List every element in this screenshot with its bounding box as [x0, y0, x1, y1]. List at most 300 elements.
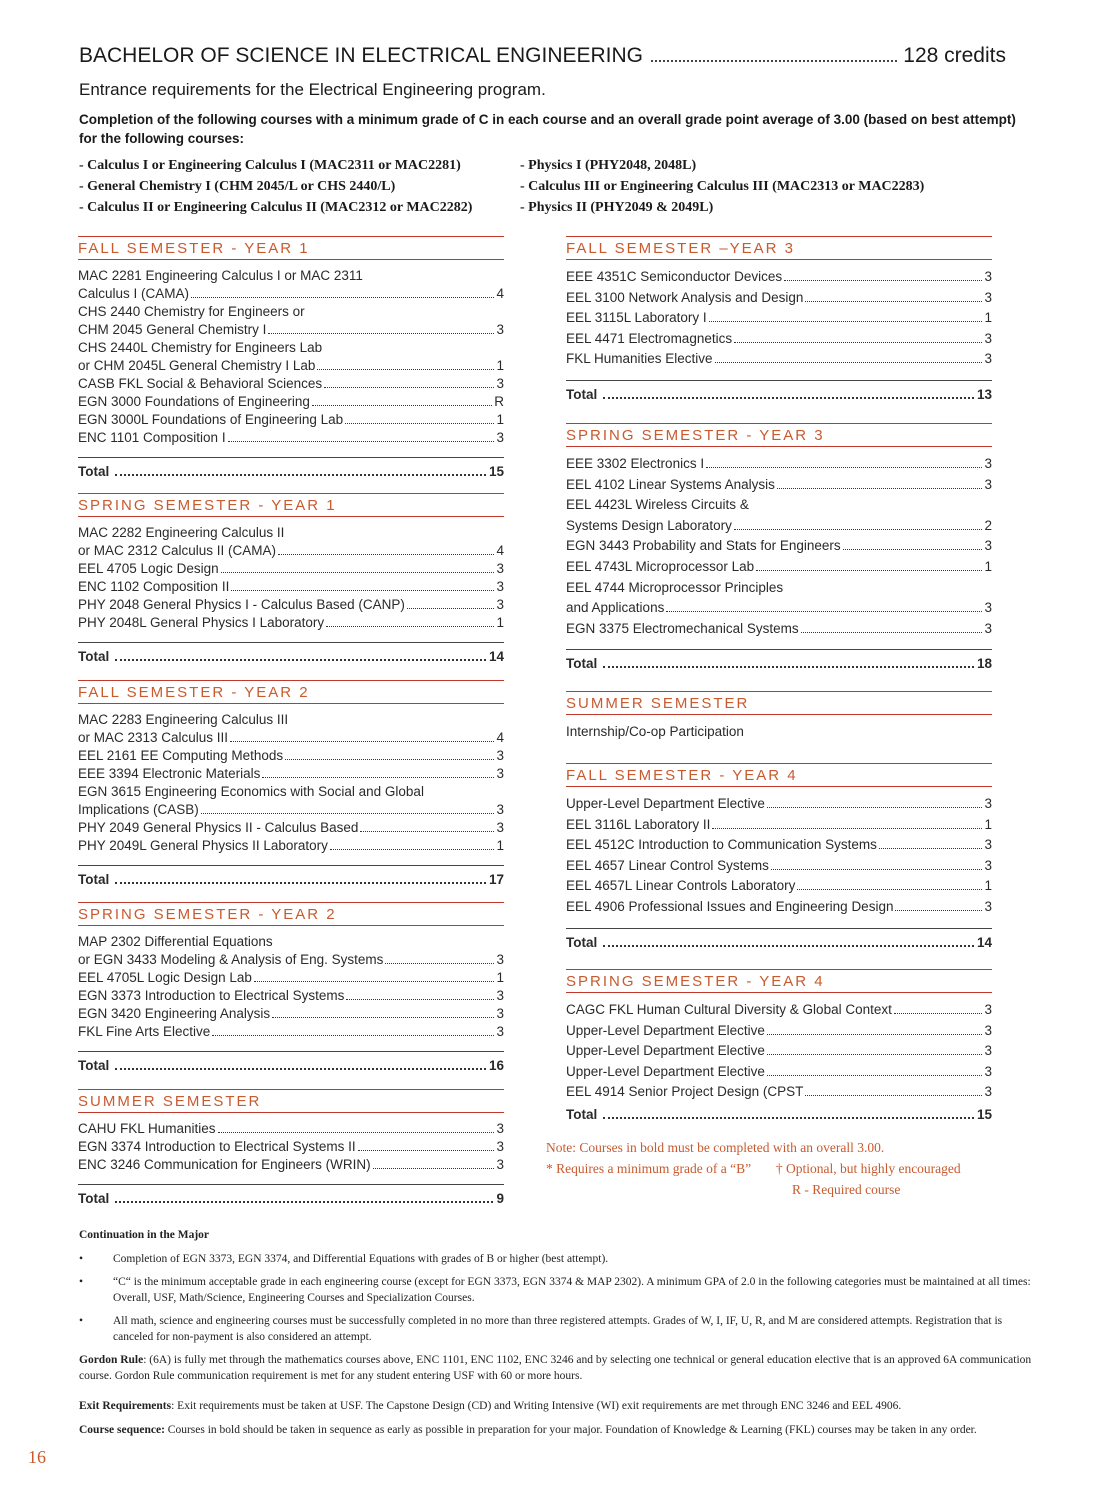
total-label: Total: [566, 1106, 598, 1122]
title-leader: [651, 60, 897, 62]
course-row: [566, 1021, 992, 1042]
exit-requirements: [79, 1398, 1034, 1414]
semester-total: [78, 642, 504, 665]
course-credits: 3: [984, 620, 992, 636]
course-credits: 3: [496, 597, 504, 612]
semester-block: [78, 680, 504, 888]
total-label: Total: [78, 1191, 110, 1206]
course-name: EEE 4351C Semiconductor Devices: [566, 269, 783, 284]
program-title: BACHELOR OF SCIENCE IN ELECTRICAL ENGINEERING: [79, 44, 643, 67]
semester-heading: SPRING SEMESTER - YEAR 3: [566, 423, 992, 447]
dot-leader: [767, 1034, 983, 1035]
course-row: [566, 475, 992, 496]
course-name: EEL 4906 Professional Issues and Engineering Design: [566, 898, 894, 914]
course-row: [566, 349, 992, 370]
sequence-text: Courses in bold should be taken in sequence as early as possible in preparation for your major. Foundation of Knowledge & Learning (FKL) courses may be taken in any order.: [164, 1424, 977, 1436]
course-row: [566, 557, 992, 578]
dot-leader: [894, 1013, 983, 1014]
course-credits: 3: [984, 476, 992, 492]
course-credits: 1: [496, 838, 504, 853]
semester-heading: FALL SEMESTER - YEAR 2: [78, 680, 504, 704]
dot-leader: [268, 333, 494, 334]
course-credits: 3: [496, 1006, 504, 1021]
dot-leader: [285, 759, 494, 760]
continuation-bullet: • Completion of EGN 3373, EGN 3374, and Differential Equations with grades of B or higher (best attempt).: [79, 1253, 609, 1265]
course-row: [78, 357, 504, 375]
semester-block: [566, 969, 992, 1123]
dot-leader: [191, 297, 494, 298]
course-credits: 3: [496, 1024, 504, 1039]
dot-leader: [734, 529, 983, 530]
semester-total: [566, 649, 992, 672]
semester-block: [78, 236, 504, 480]
course-credits: 3: [496, 988, 504, 1003]
course-row: [566, 1041, 992, 1062]
course-line: EEL 4423L Wireless Circuits &: [566, 497, 749, 513]
note-symbols: [546, 1158, 961, 1179]
semester-total: [566, 928, 992, 951]
course-name: PHY 2049 General Physics II - Calculus Based: [78, 820, 359, 835]
course-name: or CHM 2045L General Chemistry I Lab: [78, 358, 316, 373]
dot-leader: [805, 301, 982, 302]
semester-heading: FALL SEMESTER - YEAR 1: [78, 236, 504, 260]
prereq-item: - Physics I (PHY2048, 2048L): [520, 158, 697, 173]
continuation-bullet: • All math, science and engineering courses must be successfully completed in no more than three registered attempts. Grades of W, I, IF, U, R, and M are considered attempts. Registration that is canceled for non-payment is also considered an attempt.: [79, 1313, 1034, 1345]
semester-heading: SPRING SEMESTER - YEAR 4: [566, 969, 992, 993]
dot-leader: [115, 659, 486, 661]
course-row: [566, 516, 992, 537]
course-credits: 3: [496, 376, 504, 391]
course-credits: 3: [496, 802, 504, 817]
prereq-item: - Calculus II or Engineering Calculus II (MAC2312 or MAC2282): [79, 200, 473, 215]
semester-heading: FALL SEMESTER –YEAR 3: [566, 236, 992, 260]
dot-leader: [272, 1017, 494, 1018]
dot-leader: [843, 549, 983, 550]
semester-note: Internship/Co-op Participation: [566, 724, 744, 739]
course-row: [78, 747, 504, 765]
course-name: CAGC FKL Human Cultural Diversity & Global Context: [566, 1002, 892, 1017]
course-credits: 1: [496, 615, 504, 630]
total-credits: 9: [496, 1191, 504, 1206]
dot-leader: [115, 474, 486, 476]
total-label: Total: [566, 656, 598, 672]
course-name: CASB FKL Social & Behavioral Sciences: [78, 376, 323, 391]
dot-leader: [603, 666, 974, 668]
course-credits: 3: [984, 600, 992, 616]
course-credits: 3: [984, 898, 992, 914]
course-row: [566, 1082, 992, 1103]
course-line: MAC 2281 Engineering Calculus I or MAC 2311: [78, 268, 363, 283]
course-credits: 4: [496, 543, 504, 558]
course-credits: 3: [496, 766, 504, 781]
note-required: R - Required course: [792, 1182, 901, 1197]
course-credits: R: [494, 394, 504, 409]
semester-total: [78, 1051, 504, 1074]
course-row: [78, 1138, 504, 1156]
course-line: CHS 2440L Chemistry for Engineers Lab: [78, 340, 323, 355]
course-name: or MAC 2312 Calculus II (CAMA): [78, 543, 277, 558]
course-name: EEL 4471 Electromagnetics: [566, 330, 733, 346]
total-credits: 17: [488, 872, 504, 887]
course-name: EEL 3116L Laboratory II: [566, 816, 711, 832]
course-credits: 1: [984, 878, 992, 894]
dot-leader: [326, 626, 494, 627]
note-dagger: † Optional, but highly encouraged: [775, 1161, 961, 1176]
semester-heading: FALL SEMESTER - YEAR 4: [566, 763, 992, 787]
course-row: [78, 1120, 504, 1138]
sequence-label: Course sequence:: [79, 1424, 165, 1436]
dot-leader: [603, 397, 974, 399]
course-line: EGN 3615 Engineering Economics with Social and Global: [78, 784, 424, 799]
course-line: MAP 2302 Differential Equations: [78, 934, 273, 949]
course-row: [566, 329, 992, 350]
course-credits: 4: [496, 730, 504, 745]
course-name: EEL 2161 EE Computing Methods: [78, 748, 284, 763]
course-credits: 3: [496, 748, 504, 763]
dot-leader: [358, 1150, 495, 1151]
course-name: PHY 2049L General Physics II Laboratory: [78, 838, 328, 853]
course-name: or MAC 2313 Calculus III: [78, 730, 229, 745]
course-sequence: [79, 1422, 1034, 1438]
dot-leader: [805, 1095, 982, 1096]
note-asterisk: * Requires a minimum grade of a “B”: [546, 1161, 752, 1176]
course-name: EGN 3373 Introduction to Electrical Systems: [78, 988, 345, 1003]
program-title-row: [79, 44, 1006, 68]
course-credits: 3: [984, 837, 992, 853]
dot-leader: [228, 441, 495, 442]
course-name: EEL 4705L Logic Design Lab: [78, 970, 252, 985]
semester-heading: SUMMER SEMESTER: [78, 1089, 504, 1113]
dot-leader: [784, 280, 982, 281]
course-name: Systems Design Laboratory: [566, 517, 732, 533]
prereq-list-left: [79, 155, 472, 218]
course-row: [78, 837, 504, 855]
dot-leader: [767, 1075, 983, 1076]
dot-leader: [330, 849, 495, 850]
dot-leader: [360, 831, 494, 832]
semester-heading: SPRING SEMESTER - YEAR 1: [78, 493, 504, 517]
entrance-subtitle: Entrance requirements for the Electrical Engineering program.: [79, 80, 546, 99]
total-label: Total: [78, 872, 110, 887]
course-name: Upper-Level Department Elective: [566, 1063, 765, 1079]
course-credits: 3: [496, 1157, 504, 1172]
entrance-intro: Completion of the following courses with a minimum grade of C in each course and an overall grade point average of 3.00 (based on best attempt) for the following courses:: [79, 112, 1016, 146]
course-name: ENC 1101 Composition I: [78, 430, 226, 445]
course-name: EEL 4914 Senior Project Design (CPST: [566, 1084, 804, 1100]
continuation-heading: Continuation in the Major: [79, 1229, 210, 1241]
course-row: [566, 267, 992, 288]
course-row: [78, 542, 504, 560]
dot-leader: [218, 1132, 495, 1133]
course-line: CHS 2440 Chemistry for Engineers or: [78, 304, 305, 319]
course-row: [566, 536, 992, 557]
semester-total: [78, 1184, 504, 1207]
course-credits: 3: [984, 796, 992, 811]
semester-block: [566, 763, 992, 951]
dot-leader: [115, 1068, 486, 1070]
dot-leader: [262, 777, 494, 778]
dot-leader: [709, 321, 983, 322]
dot-leader: [221, 572, 495, 573]
course-name: EGN 3000 Foundations of Engineering: [78, 394, 310, 409]
semester-block: [566, 691, 992, 743]
course-name: Upper-Level Department Elective: [566, 796, 765, 811]
semester-block: [566, 423, 992, 672]
course-credits: 3: [984, 1084, 992, 1100]
course-name: PHY 2048L General Physics I Laboratory: [78, 615, 325, 630]
legend-notes: [546, 1137, 961, 1200]
course-name: EEE 3302 Electronics I: [566, 456, 705, 471]
course-credits: 3: [984, 1002, 992, 1017]
dot-leader: [345, 423, 494, 424]
total-credits: 18: [976, 656, 992, 672]
course-name: EGN 3374 Introduction to Electrical Systems II: [78, 1139, 356, 1154]
dot-leader: [801, 632, 983, 633]
course-row: [566, 794, 992, 815]
course-name: Implications (CASB): [78, 802, 199, 817]
semester-heading: SPRING SEMESTER - YEAR 2: [78, 902, 504, 926]
dot-leader: [201, 813, 495, 814]
dot-leader: [603, 945, 974, 947]
course-line: MAC 2282 Engineering Calculus II: [78, 525, 285, 540]
semester-block: [78, 902, 504, 1074]
dot-leader: [797, 889, 982, 890]
course-name: PHY 2048 General Physics I - Calculus Based (CANP): [78, 597, 405, 612]
course-credits: 3: [984, 538, 992, 554]
course-row: [78, 596, 504, 614]
dot-leader: [317, 369, 494, 370]
semester-total: [566, 1107, 992, 1123]
course-row: [78, 1005, 504, 1023]
course-row: [78, 375, 504, 393]
course-row: [78, 729, 504, 747]
dot-leader: [771, 869, 983, 870]
course-credits: 3: [984, 330, 992, 346]
course-row: [78, 321, 504, 339]
bullet-text: All math, science and engineering courses must be successfully completed in no more than three registered attempts. Grades of W, I, IF, U, R, and M are considered attempts. Registration that is canceled for non-payment is also considered an attempt.: [113, 1315, 1003, 1343]
dot-leader: [346, 999, 494, 1000]
course-name: EEL 4705 Logic Design: [78, 561, 219, 576]
course-name: EEL 4657L Linear Controls Laboratory: [566, 878, 796, 894]
total-credits: 15: [488, 464, 504, 479]
course-row: [566, 308, 992, 329]
course-row: [78, 411, 504, 429]
total-label: Total: [78, 464, 110, 479]
dot-leader: [324, 387, 494, 388]
semester-heading: SUMMER SEMESTER: [566, 691, 992, 715]
course-credits: 1: [984, 310, 992, 326]
dot-leader: [385, 963, 494, 964]
course-name: EEL 4512C Introduction to Communication Systems: [566, 837, 877, 853]
dot-leader: [231, 590, 494, 591]
dot-leader: [373, 1168, 495, 1169]
course-row: [566, 897, 992, 918]
course-credits: 3: [984, 1063, 992, 1079]
prereq-item: - Calculus III or Engineering Calculus III (MAC2313 or MAC2283): [520, 179, 925, 194]
dot-leader: [212, 1035, 494, 1036]
dot-leader: [767, 807, 983, 808]
course-credits: 1: [984, 816, 992, 832]
course-credits: 3: [984, 857, 992, 873]
course-row: [566, 815, 992, 836]
bullet-text: “C“ is the minimum acceptable grade in each engineering course (except for EGN 3373, EGN 3374 & MAP 2302). A minimum GPA of 2.0 in the following categories must be maintained at all times: Overall, USF, Math/Science, Engineering Courses and Specialization Courses.: [113, 1276, 1031, 1304]
dot-leader: [712, 828, 982, 829]
course-credits: 3: [984, 1043, 992, 1059]
total-credits: 14: [488, 649, 504, 664]
total-label: Total: [78, 1058, 110, 1073]
total-credits: 13: [976, 386, 992, 402]
course-credits: 3: [496, 561, 504, 576]
course-name: FKL Fine Arts Elective: [78, 1024, 211, 1039]
course-row: [78, 765, 504, 783]
dot-leader: [767, 1054, 983, 1055]
prereq-list-right: [520, 155, 924, 218]
gordon-text: : (6A) is fully met through the mathematics courses above, ENC 1101, ENC 1102, ENC 3246 and by selecting one technical or general education elective that is an approved 6A communication course. Gordon Rule communication requirement is met for any student entering USF with 60 or more hours.: [79, 1354, 1032, 1382]
course-credits: 3: [984, 456, 992, 471]
course-credits: 3: [496, 579, 504, 594]
course-row: [566, 835, 992, 856]
course-row: [78, 429, 504, 447]
course-row: [78, 951, 504, 969]
course-row: [78, 1023, 504, 1041]
course-row: [566, 288, 992, 309]
total-label: Total: [566, 386, 598, 402]
semester-total: [78, 865, 504, 888]
gordon-label: Gordon Rule: [79, 1354, 144, 1366]
course-credits: 1: [496, 358, 504, 373]
course-line: EEL 4744 Microprocessor Principles: [566, 579, 784, 595]
course-credits: 3: [496, 1139, 504, 1154]
prereq-item: - Physics II (PHY2049 & 2049L): [520, 200, 714, 215]
course-credits: 3: [984, 289, 992, 305]
dot-leader: [115, 882, 486, 884]
page-number: 16: [28, 1447, 46, 1467]
dot-leader: [666, 611, 982, 612]
course-credits: 2: [984, 517, 992, 533]
course-row: [78, 801, 504, 819]
course-row: [78, 614, 504, 632]
continuation-bullet: • “C“ is the minimum acceptable grade in each engineering course (except for EGN 3373, EGN 3374 & MAP 2302). A minimum GPA of 2.0 in the following categories must be maintained at all times: Overall, USF, Math/Science, Engineering Courses and Specialization Courses.: [79, 1274, 1034, 1306]
dot-leader: [115, 1201, 493, 1203]
course-name: ENC 1102 Composition II: [78, 579, 230, 594]
dot-leader: [756, 570, 982, 571]
course-name: EGN 3375 Electromechanical Systems: [566, 620, 799, 636]
course-row: [78, 987, 504, 1005]
course-row: [566, 598, 992, 619]
course-credits: 3: [984, 1022, 992, 1038]
course-credits: 1: [496, 412, 504, 427]
program-credits: 128 credits: [903, 44, 1006, 67]
dot-leader: [254, 981, 495, 982]
course-name: CHM 2045 General Chemistry I: [78, 322, 267, 337]
course-row: [78, 819, 504, 837]
dot-leader: [715, 362, 983, 363]
course-credits: 1: [496, 970, 504, 985]
course-name: EEL 3100 Network Analysis and Design: [566, 289, 804, 305]
exit-label: Exit Requirements: [79, 1400, 172, 1412]
course-name: and Applications: [566, 600, 665, 616]
course-credits: 3: [496, 430, 504, 445]
dot-leader: [734, 342, 982, 343]
prereq-item: - General Chemistry I (CHM 2045/L or CHS 2440/L): [79, 179, 396, 194]
course-row: [566, 876, 992, 897]
note-bold-courses: Note: Courses in bold must be completed with an overall 3.00.: [546, 1140, 885, 1155]
course-name: ENC 3246 Communication for Engineers (WRIN): [78, 1157, 371, 1172]
total-credits: 14: [976, 934, 992, 950]
gordon-rule: [79, 1352, 1034, 1384]
course-credits: 1: [984, 558, 992, 574]
course-name: FKL Humanities Elective: [566, 351, 713, 367]
course-credits: 3: [984, 351, 992, 367]
course-name: EGN 3420 Engineering Analysis: [78, 1006, 271, 1021]
prereq-item: - Calculus I or Engineering Calculus I (MAC2311 or MAC2281): [79, 158, 461, 173]
exit-text: : Exit requirements must be taken at USF. The Capstone Design (CD) and Writing Intensive (WI) exit requirements are met through ENC 3246 and EEL 4906.: [171, 1400, 902, 1412]
course-credits: 4: [496, 286, 504, 301]
course-line: MAC 2283 Engineering Calculus III: [78, 712, 289, 727]
semester-block: [566, 236, 992, 403]
course-name: EGN 3000L Foundations of Engineering Lab: [78, 412, 344, 427]
course-row: [566, 619, 992, 640]
course-name: EGN 3443 Probability and Stats for Engineers: [566, 538, 841, 554]
total-label: Total: [78, 649, 110, 664]
bullet-text: Completion of EGN 3373, EGN 3374, and Differential Equations with grades of B or higher (best attempt).: [113, 1253, 609, 1265]
course-row: [566, 1000, 992, 1021]
course-name: or EGN 3433 Modeling & Analysis of Eng. Systems: [78, 952, 384, 967]
dot-leader: [706, 467, 982, 468]
total-credits: 16: [488, 1058, 504, 1073]
course-row: [78, 393, 504, 411]
total-credits: 15: [976, 1106, 992, 1122]
course-credits: 3: [496, 820, 504, 835]
semester-block: [78, 1089, 504, 1207]
semester-block: [78, 493, 504, 665]
course-row: [78, 969, 504, 987]
course-name: Upper-Level Department Elective: [566, 1043, 765, 1059]
course-name: Upper-Level Department Elective: [566, 1022, 765, 1038]
course-row: [78, 560, 504, 578]
course-credits: 3: [496, 952, 504, 967]
dot-leader: [895, 910, 982, 911]
dot-leader: [230, 741, 494, 742]
course-row: [566, 454, 992, 475]
course-name: Calculus I (CAMA): [78, 286, 190, 301]
course-row: [78, 285, 504, 303]
course-row: [78, 578, 504, 596]
course-credits: 3: [984, 269, 992, 284]
continuation-section: [79, 1227, 1034, 1446]
course-credits: 3: [496, 322, 504, 337]
dot-leader: [879, 848, 983, 849]
semester-total: [566, 380, 992, 403]
dot-leader: [278, 554, 494, 555]
total-label: Total: [566, 934, 598, 950]
course-name: EEE 3394 Electronic Materials: [78, 766, 261, 781]
course-name: EEL 4102 Linear Systems Analysis: [566, 476, 775, 492]
course-name: CAHU FKL Humanities: [78, 1121, 216, 1136]
course-row: [566, 1062, 992, 1083]
dot-leader: [603, 1117, 974, 1119]
dot-leader: [407, 608, 495, 609]
course-name: EEL 3115L Laboratory I: [566, 310, 707, 326]
dot-leader: [312, 405, 492, 406]
course-name: EEL 4657 Linear Control Systems: [566, 857, 769, 873]
course-row: [78, 1156, 504, 1174]
course-credits: 3: [496, 1121, 504, 1136]
dot-leader: [777, 488, 983, 489]
course-row: [566, 856, 992, 877]
semester-total: [78, 457, 504, 480]
course-name: EEL 4743L Microprocessor Lab: [566, 558, 755, 574]
